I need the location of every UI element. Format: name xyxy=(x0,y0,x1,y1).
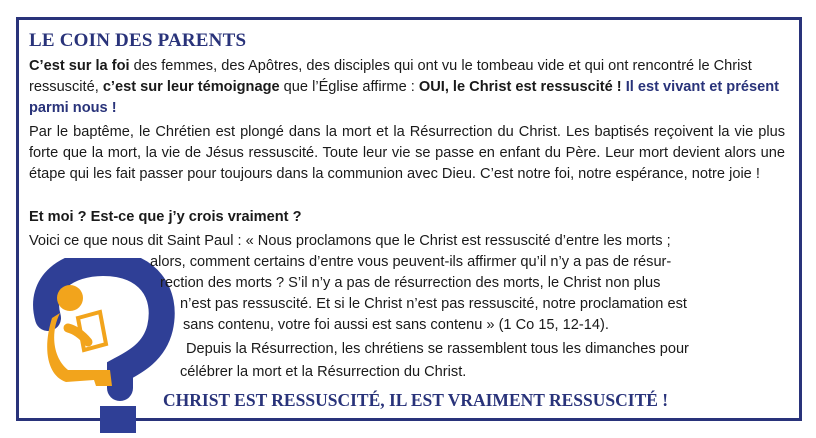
intro-bold-3: OUI, le Christ est ressuscité ! xyxy=(418,79,622,95)
intro-text-2: que l’Église affirme : xyxy=(279,79,419,95)
intro-text-1: des femmes, des Apôtres, des disciples qui ont vu le tombeau vide et qui ont rencontré le Christ ressuscité, xyxy=(29,58,752,95)
baptism-paragraph: Par le baptême, le Chrétien est plongé dans la mort et la Résurrection du Christ. Les baptisés reçoivent la vie plus forte que la mort, la vie de Jésus ressuscité. Toute leur vie se passe en enfant du Père. Leur mort devient alors une étape qui les fait passer pour toujours dans la communion avec Dieu. C’est notre foi, notre espérance, notre joie ! xyxy=(29,124,785,182)
question-mark-reader-illustration xyxy=(28,258,178,438)
quote-line: Voici ce que nous dit Saint Paul : « Nous proclamons que le Christ est ressuscité d’entre les morts ; xyxy=(29,233,671,249)
quote-line: n’est pas ressuscité. Et si le Christ n’est pas ressuscité, notre proclamation est xyxy=(180,296,687,312)
quote-line: rection des morts ? S’il n’y a pas de résurrection des morts, le Christ non plus xyxy=(160,275,661,291)
intro-bold-1: C’est sur la foi xyxy=(29,58,130,74)
intro-bold-2: c’est sur leur témoignage xyxy=(102,79,280,95)
intro-blue-highlight: Il est vivant et présent parmi nous ! xyxy=(29,79,780,116)
page-title: LE COIN DES PARENTS xyxy=(29,30,247,51)
intro-paragraph xyxy=(29,56,789,119)
closing-line: célébrer la mort et la Résurrection du Christ. xyxy=(180,364,467,380)
question-heading: Et moi ? Est-ce que j’y crois vraiment ? xyxy=(29,209,302,225)
closing-line: Depuis la Résurrection, les chrétiens se rassemblent tous les dimanches pour xyxy=(186,341,689,357)
quote-line: sans contenu, votre foi aussi est sans contenu » (1 Co 15, 12-14). xyxy=(183,317,609,333)
footer-proclamation: CHRIST EST RESSUSCITÉ, IL EST VRAIMENT RESSUSCITÉ ! xyxy=(163,390,669,410)
quote-line: alors, comment certains d’entre vous peuvent-ils affirmer qu’il n’y a pas de résur- xyxy=(150,254,672,270)
